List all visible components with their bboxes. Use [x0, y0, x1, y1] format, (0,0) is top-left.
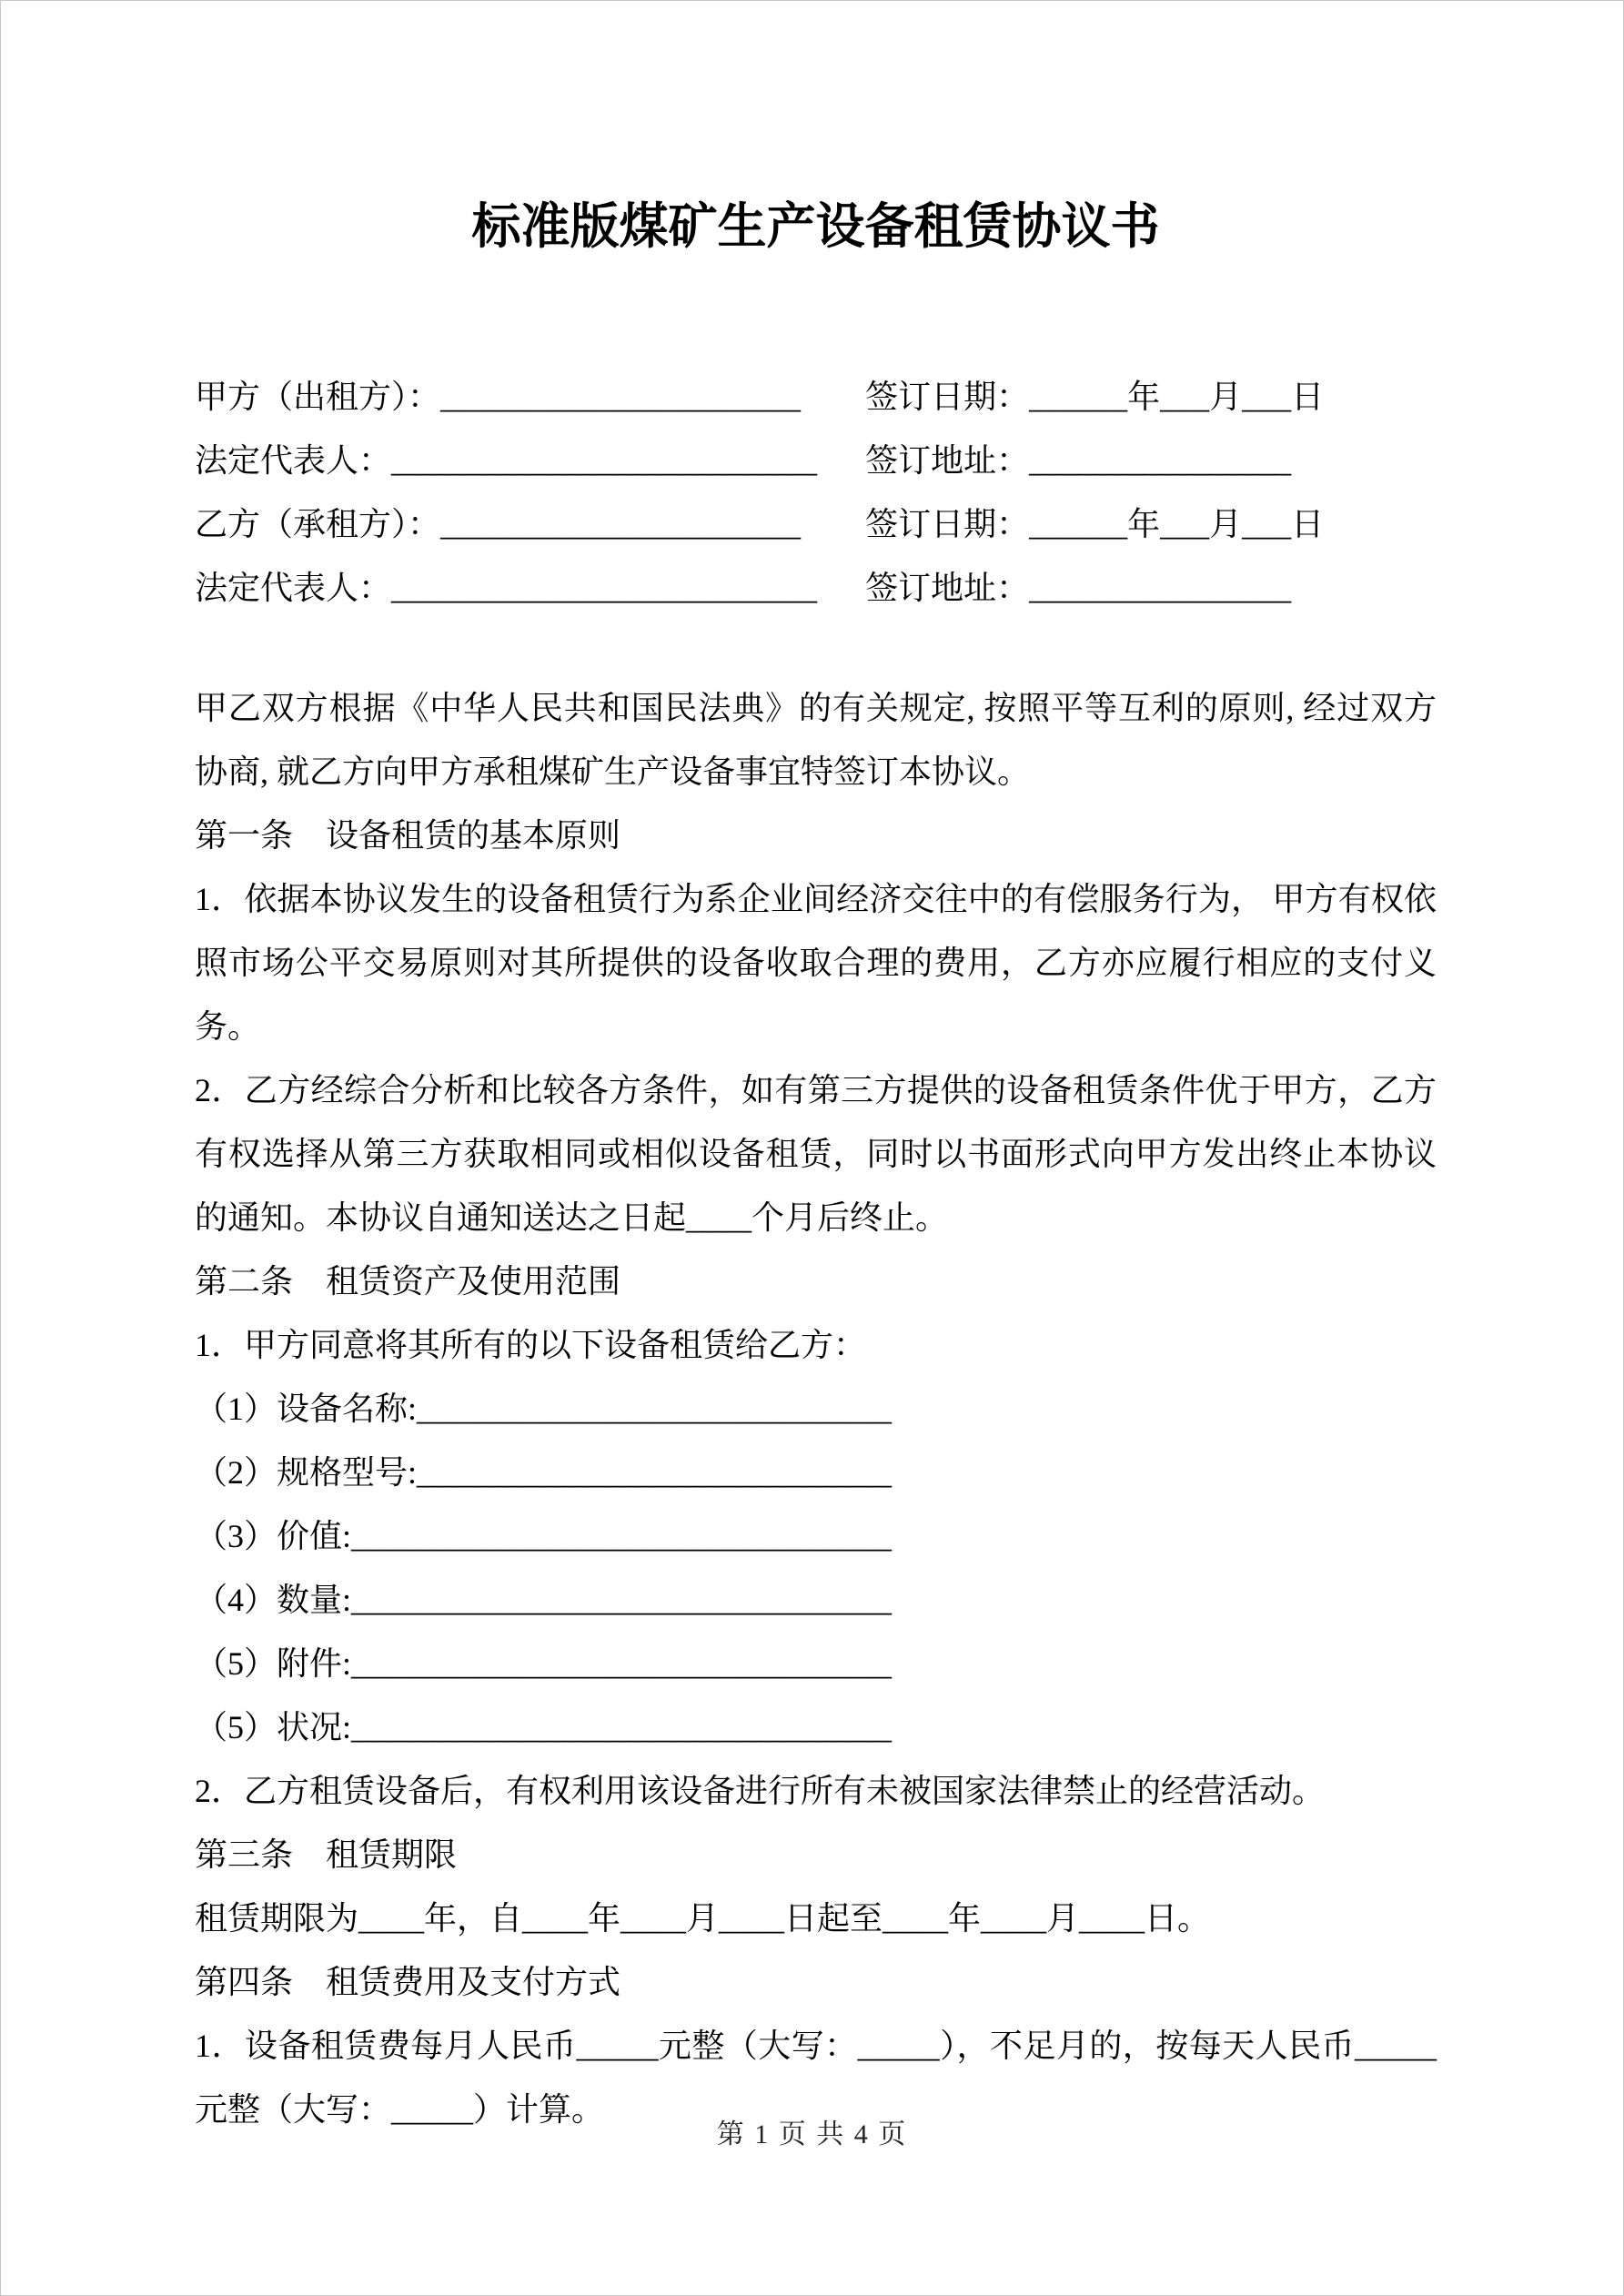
paragraph: 1．依据本协议发生的设备租赁行为系企业间经济交往中的有偿服务行为， 甲方有权依照市场公平交易原则对其所提供的设备收取合理的费用，乙方亦应履行相应的支付义务。 — [195, 881, 1437, 1045]
blank-line: （4）数量:_________________________________ — [195, 1582, 893, 1618]
form-row — [195, 556, 1437, 620]
form-field-right: 签订地址：________________ — [865, 570, 1292, 606]
form-row — [195, 429, 1437, 492]
document-title: 标准版煤矿生产设备租赁协议书 — [471, 199, 1160, 254]
page-footer: 第 1 页 共 4 页 — [716, 2119, 908, 2149]
form-row — [195, 365, 1437, 429]
form-row — [195, 492, 1437, 556]
form-field-right: 签订日期：______年___月___日 — [865, 379, 1325, 415]
paragraph: 2．乙方经综合分析和比较各方条件，如有第三方提供的设备租赁条件优于甲方，乙方有权选择从第三方获取相同或相似设备租赁，同时以书面形式向甲方发出终止本协议的通知。本协议自通知送达之日起____个月后终止。 — [195, 1072, 1437, 1236]
blank-line: （2）规格型号:_____________________________ — [195, 1454, 893, 1491]
paragraph: 1．设备租赁费每月人民币_____元整（大写：_____），不足月的，按每天人民币_____元整（大写：_____）计算。 — [195, 2028, 1437, 2128]
paragraph: 甲乙双方根据《中华人民共和国民法典》的有关规定, 按照平等互利的原则, 经过双方协商, 就乙方向甲方承租煤矿生产设备事宜特签订本协议。 — [195, 690, 1437, 790]
clause-heading: 第四条 租赁费用及支付方式 — [195, 1964, 621, 2000]
blank-line: （3）价值:_________________________________ — [195, 1518, 893, 1554]
form-field-left: 甲方（出租方）：______________________ — [195, 379, 802, 415]
form-field-right: 签订地址：________________ — [865, 442, 1292, 479]
paragraph: 租赁期限为____年，自____年____月____日起至____年____月____日。 — [195, 1900, 1211, 1937]
clause-heading: 第二条 租赁资产及使用范围 — [195, 1263, 621, 1300]
blank-line: （5）状况:_________________________________ — [195, 1709, 893, 1745]
paragraph: 1．甲方同意将其所有的以下设备租赁给乙方： — [195, 1327, 867, 1363]
party-info-section — [195, 365, 1437, 620]
contract-body — [195, 676, 1437, 2141]
paragraph: 2．乙方租赁设备后，有权利用该设备进行所有未被国家法律禁止的经营活动。 — [195, 1773, 1326, 1809]
form-field-left: 法定代表人：__________________________ — [195, 570, 818, 606]
blank-line: （1）设备名称:_____________________________ — [195, 1391, 893, 1427]
blank-line: （5）附件:_________________________________ — [195, 1645, 893, 1682]
clause-heading: 第三条 租赁期限 — [195, 1836, 458, 1873]
form-field-right: 签订日期：______年___月___日 — [865, 506, 1325, 542]
form-field-left: 法定代表人：__________________________ — [195, 442, 818, 479]
form-field-left: 乙方（承租方）：______________________ — [195, 506, 802, 542]
clause-heading: 第一条 设备租赁的基本原则 — [195, 817, 621, 854]
